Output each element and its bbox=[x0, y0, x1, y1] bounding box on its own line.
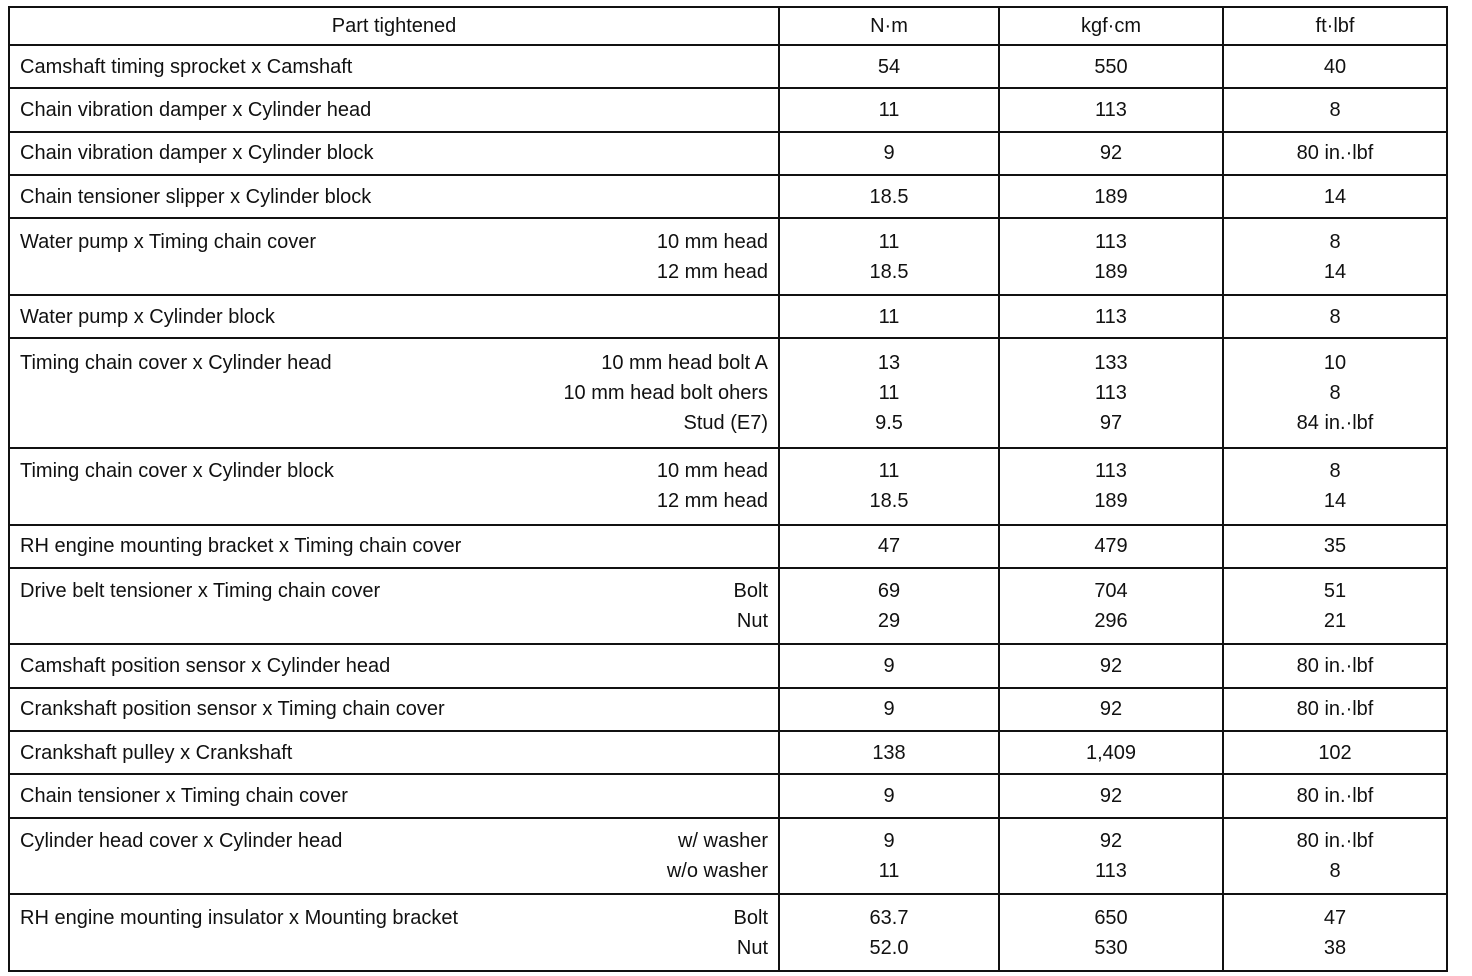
torque-kgf-cm-cell bbox=[999, 818, 1223, 895]
torque-kgf-cm-cell bbox=[999, 218, 1223, 295]
torque-kgf-cm-value: 92 bbox=[1099, 830, 1123, 853]
torque-ft-lbf-cell bbox=[1223, 644, 1447, 687]
torque-nm-value: 54 bbox=[877, 55, 901, 78]
column-header-ft-lbf: ft·lbf bbox=[1223, 7, 1447, 45]
torque-nm-value: 11 bbox=[878, 305, 900, 328]
part-name: Water pump x Cylinder block bbox=[20, 305, 275, 328]
fastener-spec: Bolt bbox=[733, 906, 768, 929]
table-row bbox=[9, 525, 1447, 568]
torque-kgf-cm-value: 530 bbox=[1094, 936, 1128, 959]
table-row bbox=[9, 818, 1447, 895]
torque-nm-value: 69 bbox=[877, 580, 901, 603]
table-row bbox=[9, 218, 1447, 295]
table-header bbox=[9, 7, 1447, 45]
torque-kgf-cm-value: 189 bbox=[1094, 185, 1128, 208]
part-name: Timing chain cover x Cylinder head bbox=[20, 352, 332, 375]
torque-ft-lbf-value: 80 in.·lbf bbox=[1296, 785, 1374, 808]
part-line bbox=[20, 861, 768, 881]
torque-kgf-cm-value: 650 bbox=[1094, 906, 1128, 929]
part-line bbox=[20, 656, 768, 676]
part-line bbox=[20, 57, 768, 77]
torque-ft-lbf-value: 102 bbox=[1318, 741, 1352, 764]
table-row bbox=[9, 644, 1447, 687]
column-header-part: Part tightened bbox=[9, 7, 779, 45]
part-cell bbox=[9, 894, 779, 971]
torque-ft-lbf-value: 38 bbox=[1323, 936, 1347, 959]
part-cell bbox=[9, 338, 779, 448]
torque-nm-value: 18.5 bbox=[869, 490, 909, 513]
fastener-spec: Nut bbox=[736, 936, 768, 959]
torque-nm-value: 47 bbox=[877, 535, 901, 558]
part-line bbox=[20, 831, 768, 851]
torque-nm-value: 9 bbox=[883, 698, 895, 721]
part-line bbox=[20, 908, 768, 928]
torque-ft-lbf-value: 8 bbox=[1329, 99, 1341, 122]
torque-ft-lbf-cell bbox=[1223, 688, 1447, 731]
torque-nm-value: 11 bbox=[878, 860, 900, 883]
part-line bbox=[20, 353, 768, 373]
torque-kgf-cm-value: 113 bbox=[1095, 305, 1127, 328]
fastener-spec: 12 mm head bbox=[656, 490, 768, 513]
torque-kgf-cm-value: 479 bbox=[1094, 535, 1128, 558]
torque-nm-cell bbox=[779, 295, 999, 338]
part-cell bbox=[9, 218, 779, 295]
part-line bbox=[20, 611, 768, 631]
torque-ft-lbf-value: 80 in.·lbf bbox=[1296, 142, 1374, 165]
torque-nm-cell bbox=[779, 88, 999, 131]
torque-kgf-cm-value: 113 bbox=[1095, 382, 1127, 405]
torque-kgf-cm-value: 704 bbox=[1094, 580, 1128, 603]
fastener-spec: 10 mm head bolt ohers bbox=[563, 382, 768, 405]
part-cell bbox=[9, 688, 779, 731]
torque-nm-cell bbox=[779, 525, 999, 568]
part-cell bbox=[9, 448, 779, 525]
part-line bbox=[20, 383, 768, 403]
part-name: Cylinder head cover x Cylinder head bbox=[20, 830, 343, 853]
torque-nm-value: 9.5 bbox=[875, 412, 903, 435]
torque-kgf-cm-value: 97 bbox=[1099, 412, 1123, 435]
table-row bbox=[9, 295, 1447, 338]
torque-ft-lbf-cell bbox=[1223, 88, 1447, 131]
torque-kgf-cm-value: 133 bbox=[1094, 352, 1128, 375]
torque-ft-lbf-cell bbox=[1223, 568, 1447, 645]
part-name: Chain tensioner slipper x Cylinder block bbox=[20, 185, 372, 208]
fastener-spec: Stud (E7) bbox=[683, 412, 768, 435]
part-line bbox=[20, 187, 768, 207]
part-name: Drive belt tensioner x Timing chain cover bbox=[20, 580, 381, 603]
torque-nm-cell bbox=[779, 338, 999, 448]
torque-nm-value: 52.0 bbox=[869, 936, 909, 959]
part-cell bbox=[9, 731, 779, 774]
part-cell bbox=[9, 644, 779, 687]
torque-ft-lbf-value: 14 bbox=[1323, 260, 1347, 283]
torque-nm-cell bbox=[779, 774, 999, 817]
torque-nm-value: 29 bbox=[877, 610, 901, 633]
part-line bbox=[20, 491, 768, 511]
part-cell bbox=[9, 88, 779, 131]
torque-nm-value: 9 bbox=[883, 655, 895, 678]
torque-nm-cell bbox=[779, 894, 999, 971]
torque-nm-value: 11 bbox=[878, 460, 900, 483]
torque-kgf-cm-value: 189 bbox=[1094, 260, 1128, 283]
torque-kgf-cm-value: 113 bbox=[1095, 99, 1127, 122]
torque-kgf-cm-value: 189 bbox=[1094, 490, 1128, 513]
torque-ft-lbf-cell bbox=[1223, 818, 1447, 895]
torque-nm-value: 9 bbox=[883, 785, 895, 808]
fastener-spec: Bolt bbox=[733, 580, 768, 603]
torque-nm-cell bbox=[779, 644, 999, 687]
torque-ft-lbf-value: 8 bbox=[1329, 860, 1341, 883]
torque-spec-table bbox=[8, 6, 1448, 972]
torque-kgf-cm-cell bbox=[999, 568, 1223, 645]
part-line bbox=[20, 143, 768, 163]
torque-ft-lbf-value: 80 in.·lbf bbox=[1296, 655, 1374, 678]
part-line bbox=[20, 461, 768, 481]
torque-ft-lbf-cell bbox=[1223, 175, 1447, 218]
torque-kgf-cm-value: 113 bbox=[1095, 460, 1127, 483]
torque-nm-cell bbox=[779, 218, 999, 295]
table-row bbox=[9, 45, 1447, 88]
table-row bbox=[9, 132, 1447, 175]
part-cell bbox=[9, 45, 779, 88]
fastener-spec: w/o washer bbox=[666, 860, 768, 883]
torque-kgf-cm-cell bbox=[999, 448, 1223, 525]
torque-kgf-cm-value: 1,409 bbox=[1085, 741, 1137, 764]
torque-ft-lbf-value: 80 in.·lbf bbox=[1296, 698, 1374, 721]
torque-nm-cell bbox=[779, 175, 999, 218]
torque-kgf-cm-cell bbox=[999, 644, 1223, 687]
torque-ft-lbf-value: 84 in.·lbf bbox=[1296, 412, 1374, 435]
torque-nm-cell bbox=[779, 568, 999, 645]
torque-ft-lbf-cell bbox=[1223, 774, 1447, 817]
part-name: Water pump x Timing chain cover bbox=[20, 230, 317, 253]
fastener-spec: 10 mm head bbox=[656, 460, 768, 483]
table-row bbox=[9, 731, 1447, 774]
torque-kgf-cm-cell bbox=[999, 338, 1223, 448]
torque-nm-cell bbox=[779, 448, 999, 525]
part-line bbox=[20, 938, 768, 958]
table-row bbox=[9, 338, 1447, 448]
part-cell bbox=[9, 175, 779, 218]
torque-nm-value: 9 bbox=[883, 830, 895, 853]
torque-ft-lbf-value: 40 bbox=[1323, 55, 1347, 78]
torque-kgf-cm-cell bbox=[999, 731, 1223, 774]
torque-kgf-cm-value: 296 bbox=[1094, 610, 1128, 633]
torque-kgf-cm-value: 550 bbox=[1094, 55, 1128, 78]
torque-nm-value: 11 bbox=[878, 99, 900, 122]
torque-kgf-cm-cell bbox=[999, 688, 1223, 731]
torque-ft-lbf-cell bbox=[1223, 218, 1447, 295]
part-line bbox=[20, 262, 768, 282]
fastener-spec: Nut bbox=[736, 610, 768, 633]
part-name: RH engine mounting insulator x Mounting bracket bbox=[20, 906, 459, 929]
part-line bbox=[20, 786, 768, 806]
torque-nm-cell bbox=[779, 818, 999, 895]
torque-ft-lbf-cell bbox=[1223, 295, 1447, 338]
column-header-nm: N·m bbox=[779, 7, 999, 45]
torque-nm-value: 18.5 bbox=[869, 260, 909, 283]
table-row bbox=[9, 774, 1447, 817]
part-name: Chain tensioner x Timing chain cover bbox=[20, 785, 348, 808]
part-cell bbox=[9, 774, 779, 817]
torque-kgf-cm-value: 113 bbox=[1095, 230, 1127, 253]
torque-nm-value: 63.7 bbox=[869, 906, 909, 929]
torque-kgf-cm-cell bbox=[999, 132, 1223, 175]
torque-ft-lbf-value: 8 bbox=[1329, 460, 1341, 483]
torque-ft-lbf-cell bbox=[1223, 894, 1447, 971]
part-line bbox=[20, 536, 768, 556]
torque-kgf-cm-value: 113 bbox=[1095, 860, 1127, 883]
table-row bbox=[9, 175, 1447, 218]
fastener-spec: 10 mm head bbox=[656, 230, 768, 253]
torque-ft-lbf-value: 8 bbox=[1329, 382, 1341, 405]
torque-kgf-cm-cell bbox=[999, 88, 1223, 131]
torque-ft-lbf-value: 21 bbox=[1323, 610, 1347, 633]
torque-ft-lbf-cell bbox=[1223, 731, 1447, 774]
torque-ft-lbf-value: 14 bbox=[1323, 185, 1347, 208]
part-cell bbox=[9, 525, 779, 568]
fastener-spec: 12 mm head bbox=[656, 260, 768, 283]
part-line bbox=[20, 699, 768, 719]
header-row bbox=[9, 7, 1447, 45]
torque-ft-lbf-value: 80 in.·lbf bbox=[1296, 830, 1374, 853]
torque-nm-value: 9 bbox=[883, 142, 895, 165]
table-row bbox=[9, 894, 1447, 971]
torque-ft-lbf-cell bbox=[1223, 448, 1447, 525]
fastener-spec: 10 mm head bolt A bbox=[601, 352, 768, 375]
part-name: RH engine mounting bracket x Timing chain cover bbox=[20, 535, 462, 558]
table-row bbox=[9, 568, 1447, 645]
part-cell bbox=[9, 295, 779, 338]
torque-nm-value: 13 bbox=[877, 352, 901, 375]
torque-ft-lbf-value: 35 bbox=[1323, 535, 1347, 558]
torque-nm-value: 138 bbox=[872, 741, 906, 764]
torque-nm-value: 18.5 bbox=[869, 185, 909, 208]
torque-kgf-cm-cell bbox=[999, 525, 1223, 568]
torque-ft-lbf-value: 14 bbox=[1323, 490, 1347, 513]
torque-nm-cell bbox=[779, 731, 999, 774]
column-header-kgf-cm: kgf·cm bbox=[999, 7, 1223, 45]
part-name: Crankshaft position sensor x Timing chain cover bbox=[20, 698, 445, 721]
part-line bbox=[20, 413, 768, 433]
torque-ft-lbf-value: 10 bbox=[1323, 352, 1347, 375]
torque-nm-value: 11 bbox=[878, 230, 900, 253]
part-name: Chain vibration damper x Cylinder block bbox=[20, 142, 374, 165]
torque-ft-lbf-cell bbox=[1223, 132, 1447, 175]
torque-kgf-cm-value: 92 bbox=[1099, 655, 1123, 678]
torque-kgf-cm-cell bbox=[999, 774, 1223, 817]
torque-ft-lbf-cell bbox=[1223, 338, 1447, 448]
torque-nm-cell bbox=[779, 45, 999, 88]
part-name: Camshaft timing sprocket x Camshaft bbox=[20, 55, 353, 78]
torque-ft-lbf-value: 51 bbox=[1323, 580, 1347, 603]
part-cell bbox=[9, 132, 779, 175]
part-name: Chain vibration damper x Cylinder head bbox=[20, 99, 372, 122]
torque-kgf-cm-cell bbox=[999, 175, 1223, 218]
part-line bbox=[20, 581, 768, 601]
part-line bbox=[20, 743, 768, 763]
torque-kgf-cm-cell bbox=[999, 295, 1223, 338]
torque-nm-cell bbox=[779, 132, 999, 175]
torque-ft-lbf-cell bbox=[1223, 45, 1447, 88]
torque-kgf-cm-value: 92 bbox=[1099, 785, 1123, 808]
table-row bbox=[9, 448, 1447, 525]
part-cell bbox=[9, 818, 779, 895]
part-cell bbox=[9, 568, 779, 645]
fastener-spec: w/ washer bbox=[677, 830, 768, 853]
part-name: Timing chain cover x Cylinder block bbox=[20, 460, 334, 483]
part-name: Camshaft position sensor x Cylinder head bbox=[20, 655, 391, 678]
table-row bbox=[9, 688, 1447, 731]
torque-kgf-cm-cell bbox=[999, 45, 1223, 88]
torque-ft-lbf-value: 8 bbox=[1329, 305, 1341, 328]
table-row bbox=[9, 88, 1447, 131]
torque-nm-cell bbox=[779, 688, 999, 731]
torque-nm-value: 11 bbox=[878, 382, 900, 405]
torque-kgf-cm-cell bbox=[999, 894, 1223, 971]
torque-ft-lbf-value: 8 bbox=[1329, 230, 1341, 253]
table-body bbox=[9, 45, 1447, 971]
part-line bbox=[20, 100, 768, 120]
torque-ft-lbf-cell bbox=[1223, 525, 1447, 568]
torque-kgf-cm-value: 92 bbox=[1099, 698, 1123, 721]
part-line bbox=[20, 307, 768, 327]
part-name: Crankshaft pulley x Crankshaft bbox=[20, 741, 293, 764]
part-line bbox=[20, 232, 768, 252]
torque-kgf-cm-value: 92 bbox=[1099, 142, 1123, 165]
torque-ft-lbf-value: 47 bbox=[1323, 906, 1347, 929]
